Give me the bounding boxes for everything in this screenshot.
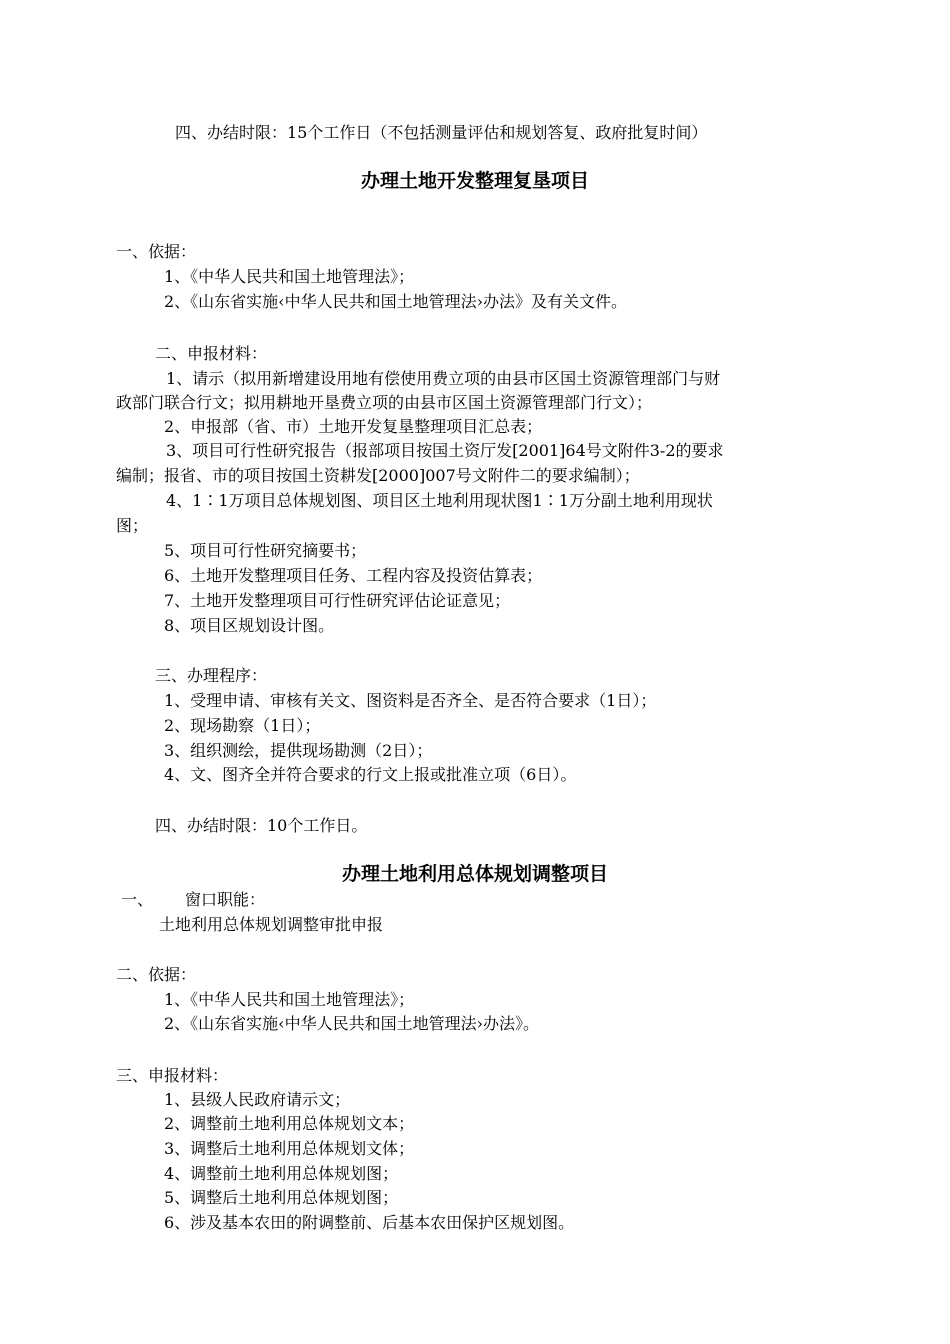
- list-item-continuation: 政部门联合行文；拟用耕地开垦费立项的由县市区国土资源管理部门行文）；: [116, 393, 653, 412]
- section-heading: 窗口职能：: [185, 890, 266, 909]
- section-title: 办理土地开发整理复垦项目: [360, 170, 589, 192]
- section-heading: 一、依据：: [116, 242, 197, 261]
- list-item-continuation: 编制；报省、市的项目按国土资耕发[2000]007号文附件二的要求编制）；: [116, 466, 640, 485]
- duty-text: 土地利用总体规划调整审批申报: [159, 915, 384, 934]
- section-heading: 三、申报材料：: [116, 1066, 229, 1085]
- section-heading: 二、依据：: [116, 965, 197, 984]
- list-item: 2、《山东省实施‹中华人民共和国土地管理法›办法》。: [164, 1014, 539, 1033]
- time-limit-line: 四、办结时限：15个工作日（不包括测量评估和规划答复、政府批复时间）: [175, 123, 708, 142]
- section-heading: 三、办理程序：: [155, 666, 268, 685]
- list-item: 1、县级人民政府请示文；: [164, 1090, 351, 1109]
- list-item: 1、《中华人民共和国土地管理法》；: [164, 267, 415, 286]
- list-item: 4、1∶1万项目总体规划图、项目区土地利用现状图1∶1万分副土地利用现状: [166, 491, 713, 510]
- list-item: 8、项目区规划设计图。: [164, 616, 335, 635]
- list-item: 2、《山东省实施‹中华人民共和国土地管理法›办法》及有关文件。: [164, 292, 627, 311]
- list-item: 1、请示（拟用新增建设用地有偿使用费立项的由县市区国土资源管理部门与财: [166, 369, 721, 388]
- list-item: 5、项目可行性研究摘要书；: [164, 541, 367, 560]
- list-item: 4、文、图齐全并符合要求的行文上报或批准立项（6日）。: [164, 765, 577, 784]
- section-title: 办理土地利用总体规划调整项目: [341, 863, 608, 885]
- list-item: 6、土地开发整理项目任务、工程内容及投资估算表；: [164, 566, 543, 585]
- list-item: 2、调整前土地利用总体规划文本；: [164, 1114, 415, 1133]
- list-item: 3、组织测绘，提供现场勘测（2日）；: [164, 741, 433, 760]
- section-heading-number: 一、: [121, 890, 154, 909]
- list-item: 1、受理申请、审核有关文、图资料是否齐全、是否符合要求（1日）；: [164, 691, 657, 710]
- list-item: 2、现场勘察（1日）；: [164, 716, 321, 735]
- list-item: 3、项目可行性研究报告（报部项目按国土资厅发[2001]64号文附件3-2的要求: [166, 441, 724, 460]
- list-item: 6、涉及基本农田的附调整前、后基本农田保护区规划图。: [164, 1213, 575, 1232]
- list-item: 7、土地开发整理项目可行性研究评估论证意见；: [164, 591, 511, 610]
- section-heading: 四、办结时限：10个工作日。: [155, 816, 368, 835]
- list-item: 3、调整后土地利用总体规划文体；: [164, 1139, 415, 1158]
- list-item: 1、《中华人民共和国土地管理法》；: [164, 990, 415, 1009]
- section-heading: 二、申报材料：: [155, 344, 268, 363]
- list-item: 2、申报部（省、市）土地开发复垦整理项目汇总表；: [164, 417, 543, 436]
- list-item: 5、调整后土地利用总体规划图；: [164, 1188, 399, 1207]
- list-item-continuation: 图；: [116, 516, 149, 535]
- list-item: 4、调整前土地利用总体规划图；: [164, 1164, 399, 1183]
